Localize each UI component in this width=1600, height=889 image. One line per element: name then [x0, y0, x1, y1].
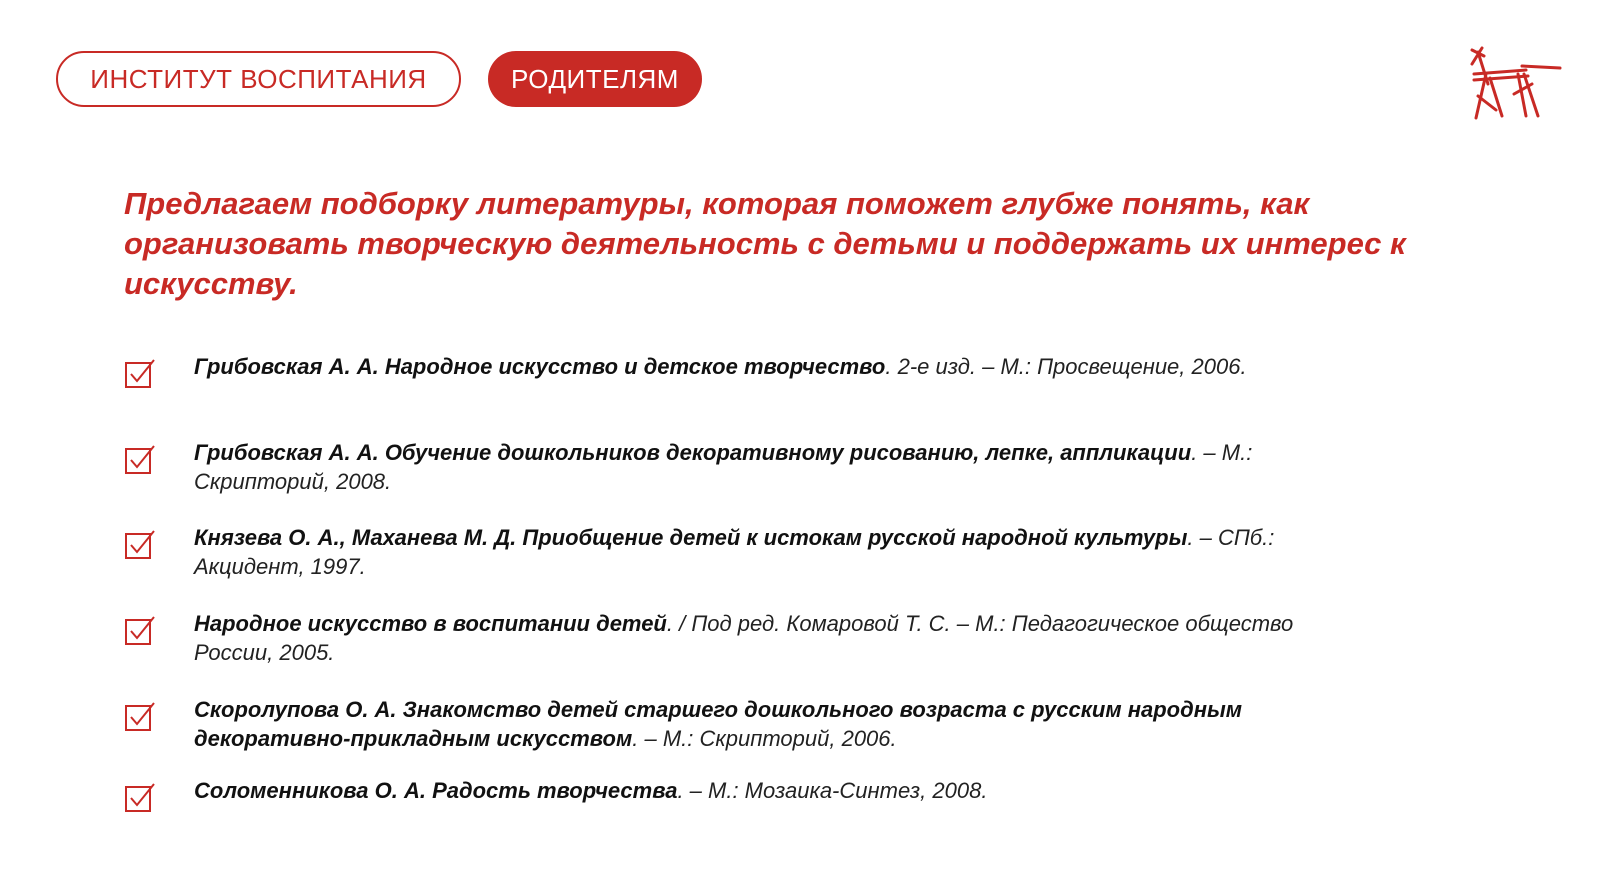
checkbox-checked-icon — [124, 615, 156, 647]
checkbox-checked-icon — [124, 444, 156, 476]
book-title: Грибовская А. А. Обучение дошкольников декоративному рисованию, лепке, аппликации — [194, 440, 1192, 465]
stylized-horse-logo-icon — [1466, 44, 1562, 124]
checkbox-checked-icon — [124, 358, 156, 390]
book-details: . – М.: Скрипторий, 2006. — [632, 726, 897, 751]
book-entry — [194, 352, 1374, 381]
book-entry — [194, 609, 1374, 667]
parents-tag[interactable]: РОДИТЕЛЯМ — [488, 51, 702, 107]
book-title: Скоролупова О. А. Знакомство детей старшего дошкольного возраста с русским народным декоративно-прикладным искусством — [194, 697, 1243, 751]
book-entry — [194, 523, 1374, 581]
checkbox-checked-icon — [124, 782, 156, 814]
book-title: Князева О. А., Маханева М. Д. Приобщение детей к истокам русской народной культуры — [194, 525, 1188, 550]
book-title: Народное искусство в воспитании детей — [194, 611, 667, 636]
book-details: . – М.: Скрипторий, 2008. — [194, 440, 1253, 494]
book-details: . / Под ред. Комаровой Т. С. – М.: Педагогическое общество России, 2005. — [194, 611, 1294, 665]
checkbox-checked-icon — [124, 529, 156, 561]
checkbox-checked-icon — [124, 701, 156, 733]
book-title: Грибовская А. А. Народное искусство и детское творчество — [194, 354, 886, 379]
book-entry — [194, 776, 1374, 805]
institute-tag[interactable]: ИНСТИТУТ ВОСПИТАНИЯ — [56, 51, 461, 107]
intro-text: Предлагаем подборку литературы, которая поможет глубже понять, как организовать творческую деятельность с детьми и поддержать их интерес к искусству. — [124, 186, 1406, 301]
book-details: . 2-е изд. – М.: Просвещение, 2006. — [885, 354, 1247, 379]
book-entry — [194, 438, 1374, 496]
book-details: . – СПб.: Акцидент, 1997. — [194, 525, 1275, 579]
book-entry — [194, 695, 1374, 753]
book-details: . – М.: Мозаика-Синтез, 2008. — [677, 778, 988, 803]
book-title: Соломенникова О. А. Радость творчества — [194, 778, 678, 803]
